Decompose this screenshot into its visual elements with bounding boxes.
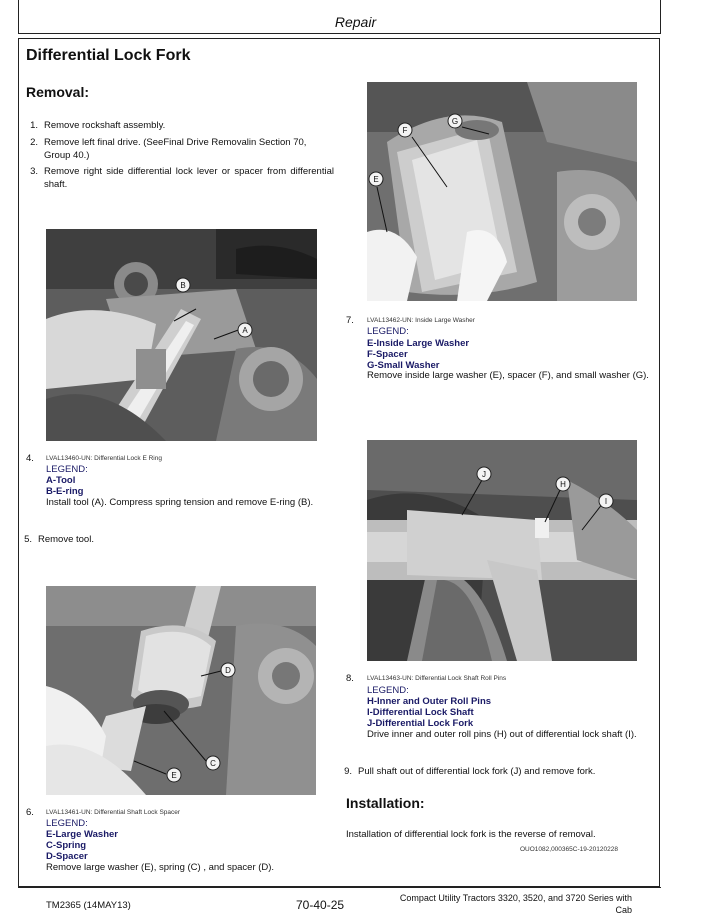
- figure-6-number: 6.: [26, 807, 34, 818]
- figure-6-caption: LVAL13461-UN: Differential Shaft Lock Spacer: [46, 809, 181, 816]
- removal-heading: Removal:: [26, 84, 90, 100]
- callout-a-label: A: [242, 326, 248, 335]
- figure-6-legend-item: C-Spring: [46, 840, 87, 851]
- figure-4-legend-title: LEGEND:: [46, 464, 88, 475]
- footer-product-line-1: Compact Utility Tractors 3320, 3520, and 3720 Series with: [399, 893, 632, 903]
- figure-6-legend-item: E-Large Washer: [46, 829, 118, 840]
- installation-ref: OUO1082,000365C-19-20120228: [520, 846, 618, 853]
- step-number: 5.: [24, 534, 32, 545]
- figure-7-legend-item: F-Spacer: [367, 349, 408, 360]
- step-text: Remove right side differential lock lever or spacer from differential shaft.: [44, 166, 334, 190]
- figure-7-caption: LVAL13462-UN: Inside Large Washer: [367, 317, 475, 324]
- footer-product-line-2: Cab: [615, 905, 632, 915]
- callout-g-label: G: [451, 117, 459, 126]
- figure-6-legend-title: LEGEND:: [46, 818, 88, 829]
- photo-differential-lock-shaft-roll-pins: [367, 440, 637, 661]
- figure-8-legend-item: I-Differential Lock Shaft: [367, 707, 474, 718]
- figure-8-number: 8.: [346, 673, 354, 684]
- installation-heading: Installation:: [346, 795, 425, 811]
- figure-6-legend-item: D-Spacer: [46, 851, 88, 862]
- callout-j-label: J: [482, 470, 486, 479]
- callout-f-label: F: [402, 126, 408, 135]
- step-3: [20, 165, 340, 193]
- figure-6-instruction: Remove large washer (E), spring (C) , and spacer (D).: [46, 862, 275, 873]
- callout-c-label: C: [210, 759, 216, 768]
- photo-inside-large-washer: [367, 82, 637, 301]
- header-frame-bottom: [18, 33, 661, 34]
- figure-8-caption: LVAL13463-UN: Differential Lock Shaft Roll Pins: [367, 675, 507, 682]
- step-2: [20, 136, 340, 164]
- step-text: Remove rockshaft assembly.: [44, 120, 166, 131]
- figure-4-number: 4.: [26, 453, 34, 464]
- callout-h-label: H: [560, 480, 566, 489]
- step-text: Pull shaft out of differential lock fork (J) and remove fork.: [358, 766, 596, 777]
- photo-differential-shaft-lock-spacer: [46, 586, 316, 795]
- step-1: [20, 119, 340, 132]
- footer-doc-id: TM2365 (14MAY13): [46, 900, 131, 911]
- figure-8-legend-item: H-Inner and Outer Roll Pins: [367, 696, 492, 707]
- step-5: [14, 533, 334, 546]
- callout-i-label: I: [604, 497, 608, 506]
- installation-text: Installation of differential lock fork is the reverse of removal.: [346, 829, 596, 840]
- page-title: Differential Lock Fork: [26, 47, 191, 64]
- callout-e-label: E: [373, 175, 379, 184]
- figure-4-caption: LVAL13460-UN: Differential Lock E Ring: [46, 455, 162, 462]
- figure-7-number: 7.: [346, 315, 354, 326]
- photo-differential-lock-e-ring: [46, 229, 317, 441]
- figure-8-legend-title: LEGEND:: [367, 685, 409, 696]
- figure-7-instruction: Remove inside large washer (E), spacer (F), and small washer (G).: [367, 370, 649, 381]
- figure-7-legend-item: E-Inside Large Washer: [367, 338, 470, 349]
- step-text: Remove left final drive. (SeeFinal Drive Removalin Section 70, Group 40.): [44, 137, 307, 161]
- figure-7-legend-item: G-Small Washer: [367, 360, 440, 371]
- figure-4-instruction: Install tool (A). Compress spring tension and remove E-ring (B).: [46, 497, 314, 508]
- step-number: 2.: [30, 137, 38, 148]
- callout-e-label: E: [171, 771, 177, 780]
- footer-rule: [18, 887, 661, 888]
- figure-4-legend-item: B-E-ring: [46, 486, 84, 497]
- callout-d-label: D: [225, 666, 231, 675]
- footer-page-number: 70-40-25: [296, 898, 345, 912]
- figure-7-legend-title: LEGEND:: [367, 326, 409, 337]
- step-9: [334, 765, 659, 778]
- figure-4-legend-item: A-Tool: [46, 475, 76, 486]
- step-number: 1.: [30, 120, 38, 131]
- step-number: 9.: [344, 766, 352, 777]
- step-text: Remove tool.: [38, 534, 94, 545]
- step-number: 3.: [30, 166, 38, 177]
- callout-b-label: B: [180, 281, 186, 290]
- figure-8-instruction: Drive inner and outer roll pins (H) out of differential lock shaft (I).: [367, 729, 637, 740]
- figure-8-legend-item: J-Differential Lock Fork: [367, 718, 474, 729]
- header-title: Repair: [334, 14, 377, 30]
